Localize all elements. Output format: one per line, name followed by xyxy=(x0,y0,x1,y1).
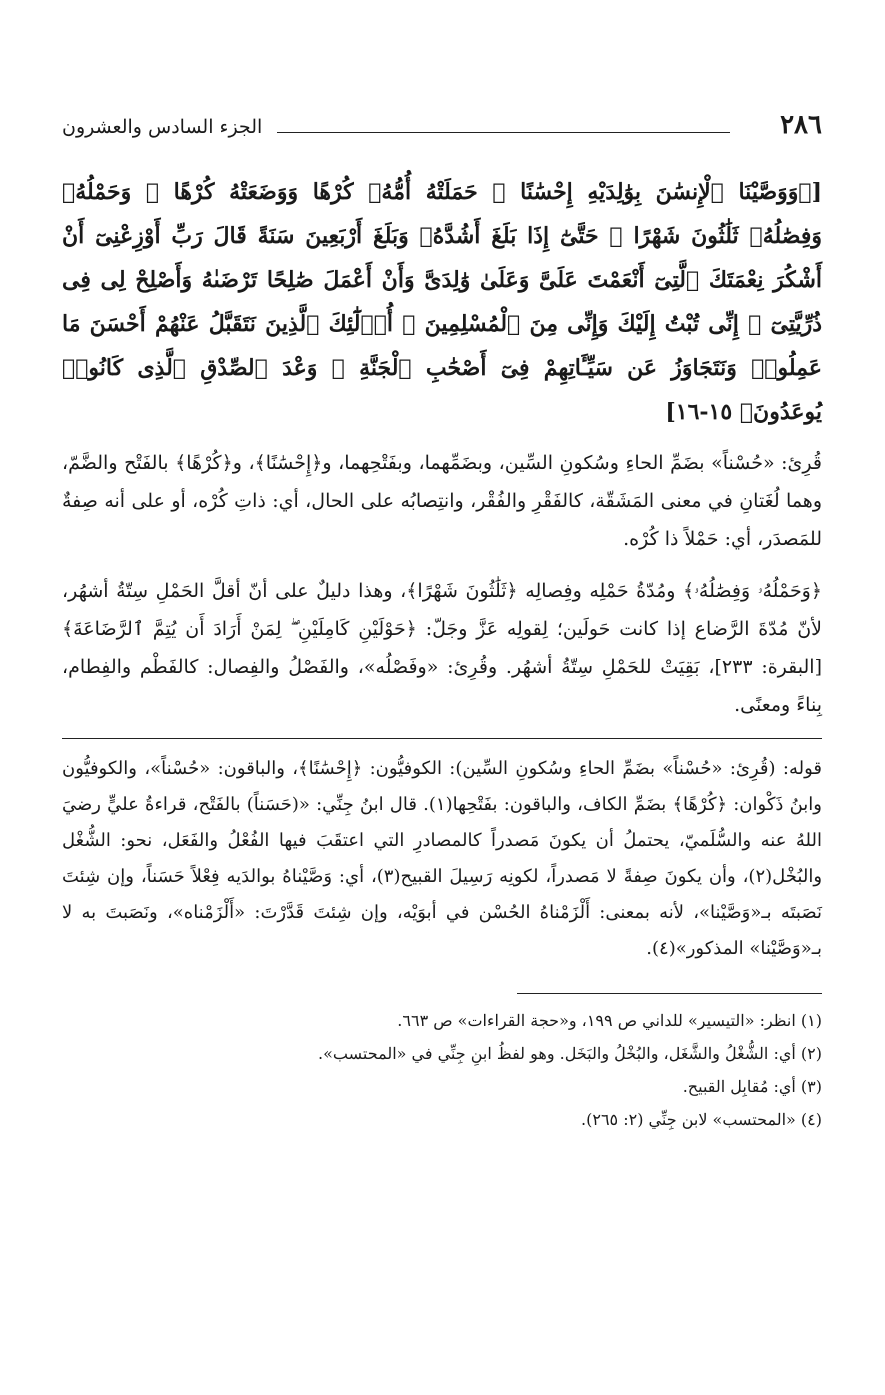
section-divider xyxy=(62,738,822,739)
footnote-item: (٤) «المحتسب» لابن جِنِّي (٢: ٢٦٥). xyxy=(581,1110,822,1129)
page-number: ٢٨٦ xyxy=(780,110,822,140)
footnote-separator xyxy=(517,993,822,994)
footnotes xyxy=(62,1004,822,1136)
commentary-paragraph: ﴿وَحَمْلُهُۥ وَفِصَٰلُهُۥ﴾ ومُدّةُ حَمْلِه وفِصالِه ﴿ثَلَٰثُونَ شَهْرًا﴾، وهذا دليلٌ على أنّ أقلَّ الحَمْلِ سِتّةُ أشهُر، لأنّ مُدّةَ الرَّضاع إذا كانت حَولَين؛ لِقولِه عَزَّ وجَلّ: ﴿حَوْلَيْنِ كَامِلَيْنِ ۖ لِمَنْ أَرَادَ أَن يُتِمَّ ٱلرَّضَاعَةَ﴾ [البقرة: ٢٣٣]، بَقِيَتْ للحَمْلِ سِتّةُ أشهُر. وقُرِئ: «وفَصْلُه»، والفَصْلُ والفِصال: كالفَطْم والفِطام، بِناءً ومعنًى. xyxy=(62,580,822,716)
book-page xyxy=(62,108,822,1136)
gloss-text: قوله: (قُرِئ: «حُسْناً» بضَمِّ الحاءِ وسُكونِ السِّين): الكوفيُّون: ﴿إِحْسَٰنًا﴾، والباقون: «حُسْناً»، والكوفيُّون وابنُ ذَكْوان: ﴿كُرْهًا﴾ بضَمِّ الكاف، والباقون: بفَتْحِها(١). قال ابنُ جِنِّي: «(حَسَناً) بالفَتْح، قراءةُ عليٍّ رضيَ اللهُ عنه والسُّلَميّ، يحتملُ أن يكونَ مَصدراً كالمصادرِ التي اعتقَبَ فيها الفُعْلُ والفَعَل، نحو: الشُّغْل والبُخْل(٢)، وأن يكونَ صِفةً لا مَصدراً، لكونِه رَسِيلَ القبيح(٣)، أي: وَصَّيْناهُ بوالدَيه فِعْلاً حَسَناً، وإن شِئتَ نَصَبتَه بـ«وَصَّيْنا»، لأنه بمعنى: أَلْزَمْناهُ الحُسْن في أبوَيْه، وإن شِئتَ قَدَّرْتَ: «أَلْزَمْناه»، ونَصَبتَ به لا بـ«وَصَّيْنا» المذكور»(٤). xyxy=(62,758,823,959)
running-title: الجزء السادس والعشرون xyxy=(62,116,263,138)
page-header xyxy=(62,108,822,148)
quran-verse-block: [﴿وَوَصَّيْنَا ٱلْإِنسَٰنَ بِوَٰلِدَيْهِ إِحْسَٰنًا ۖ حَمَلَتْهُ أُمُّهُۥ كُرْهًا وَوَضَعَتْهُ كُرْهًا ۖ وَحَمْلُهُۥ وَفِصَٰلُهُۥ ثَلَٰثُونَ شَهْرًا ۚ حَتَّىٰٓ إِذَا بَلَغَ أَشُدَّهُۥ وَبَلَغَ أَرْبَعِينَ سَنَةً قَالَ رَبِّ أَوْزِعْنِىٓ أَنْ أَشْكُرَ نِعْمَتَكَ ٱلَّتِىٓ أَنْعَمْتَ عَلَىَّ وَعَلَىٰ وَٰلِدَىَّ وَأَنْ أَعْمَلَ صَٰلِحًا تَرْضَىٰهُ وَأَصْلِحْ لِى فِى ذُرِّيَّتِىٓ ۖ إِنِّى تُبْتُ إِلَيْكَ وَإِنِّى مِنَ ٱلْمُسْلِمِينَ ۞ أُو۟لَٰٓئِكَ ٱلَّذِينَ نَتَقَبَّلُ عَنْهُمْ أَحْسَنَ مَا عَمِلُوا۟ وَنَتَجَاوَزُ عَن سَيِّـَٔاتِهِمْ فِىٓ أَصْحَٰبِ ٱلْجَنَّةِ ۖ وَعْدَ ٱلصِّدْقِ ٱلَّذِى كَانُوا۟ يُوعَدُونَ﴾ ١٥-١٦] xyxy=(62,179,822,425)
footnote-item: (٣) أي: مُقابِل القبيح. xyxy=(682,1077,822,1096)
footnote-item: (١) انظر: «التيسير» للداني ص ١٩٩، و«حجة القراءات» ص ٦٦٣. xyxy=(397,1011,822,1030)
commentary-paragraph: قُرِئ: «حُسْناً» بضَمِّ الحاءِ وسُكونِ السِّين، وبضَمِّهما، وبفَتْحِهما، و﴿إِحْسَٰنًا﴾، و﴿كُرْهًا﴾ بالفَتْح والضَّمّ، وهما لُغَتانِ في معنى المَشَقّة، كالفَقْرِ والفُقْر، وانتِصابُه على الحال، أي: ذاتِ كُرْه، أو على أنه صِفةٌ للمَصدَر، أي: حَمْلاً ذا كُرْه. xyxy=(62,452,822,550)
header-rule xyxy=(277,132,730,133)
commentary-text xyxy=(62,444,822,724)
footnote-item: (٢) أي: الشُّغْلُ والشَّغَل، والبُخْلُ والبَخَل. وهو لفظُ ابنِ جِنِّي في «المحتسب». xyxy=(318,1044,822,1063)
